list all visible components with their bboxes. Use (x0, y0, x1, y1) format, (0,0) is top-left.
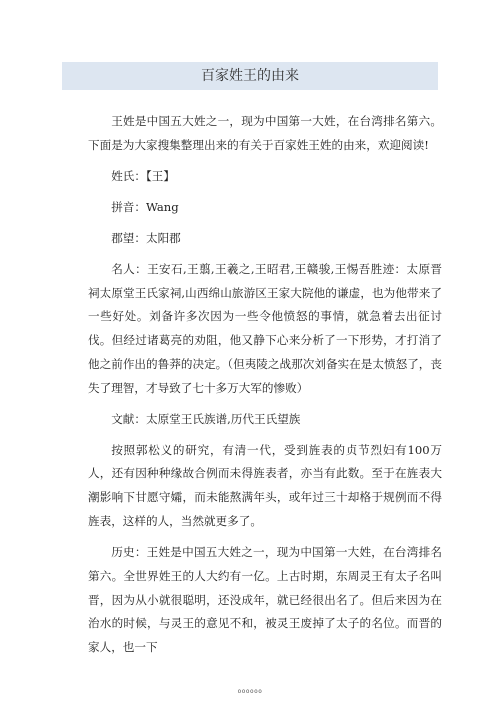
paragraph-junwang: 郡望：太阳郡 (111, 230, 181, 245)
paragraph-famous-people: 名人：王安石,王翦,王羲之,王昭君,王赣骏,王惕吾胜迹：太原晋祠太原堂王氏家祠,山西绵山旅游区王家大院他的谦虚，也为他带来了一些好处。刘备许多次因为一些令他愤怒的事情，就急着去出征讨伐。但经过诸葛亮的劝阻，他又静下心来分析了一下形势，才打消了他之前作出的鲁莽的决定。（但夷陵之战那次刘备实在是太愤怒了，丧失了理智，才导致了七十多万大军的惨败） (88, 261, 442, 395)
document-body (88, 110, 442, 660)
document-title-bar (62, 62, 438, 90)
paragraph-history: 历史：王姓是中国五大姓之一，现为中国第一大姓，在台湾排名第六。全世界姓王的人大约有一亿。上古时期，东周灵王有太子名叫晋，因为从小就很聪明，还没成年，就已经很出名了。但后来因为在治水的时候，与灵王的意见不和，被灵王废掉了太子的名位。而晋的家人，也一下 (88, 545, 442, 655)
paragraph-surname: 姓氏：【王】 (111, 168, 175, 183)
page-footer (0, 688, 500, 695)
paragraph-pinyin: 拼音：Wang (111, 199, 179, 214)
footer-mark: oooooo (237, 688, 263, 695)
paragraph-literature: 文献：太原堂王氏族谱,历代王氏望族 (111, 411, 301, 426)
document-title: 百家姓王的由来 (201, 68, 299, 84)
paragraph-intro: 王姓是中国五大姓之一，现为中国第一大姓，在台湾排名第六。下面是为大家搜集整理出来的有关于百家姓王姓的由来，欢迎阅读! (88, 114, 442, 152)
paragraph-research: 按照郭松义的研究，有清一代，受到旌表的贞节烈妇有100万人，还有因种种缘故合例而未得旌表者，亦当有此数。至于在旌表大潮影响下甘愿守孀，而未能熬满年头，或年过三十却格于规例而不得旌表，这样的人，当然就更多了。 (88, 442, 442, 529)
